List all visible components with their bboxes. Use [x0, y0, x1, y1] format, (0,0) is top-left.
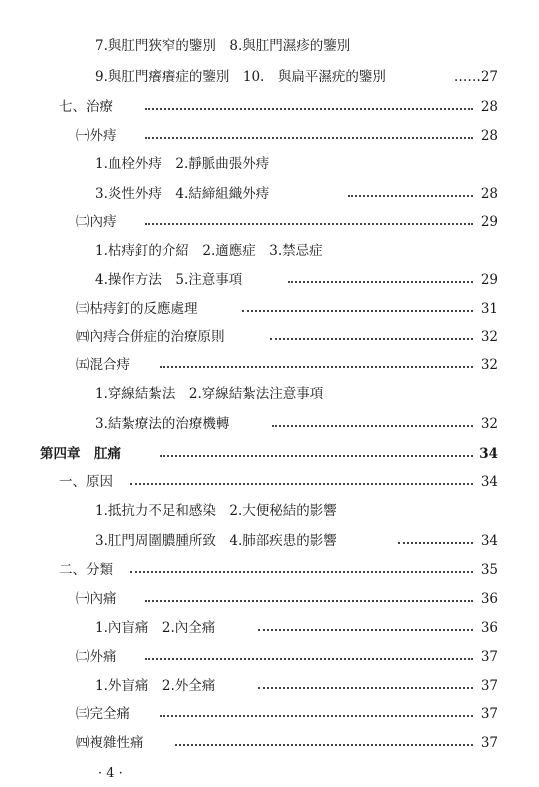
toc-entry-text: 7.與肛門狹窄的鑒別 8.與肛門濕疹的鑒別: [95, 38, 351, 54]
toc-entry-page: 28: [480, 186, 498, 202]
toc-entry-text: 第四章 肛痛: [40, 446, 121, 462]
toc-chapter: [0, 442, 539, 466]
toc-entry-page: 37: [480, 678, 498, 694]
toc-entry-page: 29: [480, 272, 498, 288]
toc-entry-text: 1.內盲痛 2.內全痛: [95, 620, 216, 636]
dotted-leader: [145, 124, 473, 139]
toc-entry-text: 9.與肛門癢癢症的鑒別 10. 與扁平濕疣的鑒別: [95, 69, 386, 85]
toc-entry: [0, 558, 539, 582]
dotted-leader: [348, 182, 473, 197]
toc-entry-page: 28: [480, 128, 498, 144]
toc-entry: [0, 529, 539, 553]
toc-entry: [0, 210, 539, 234]
toc-entry-page: 31: [480, 301, 498, 317]
dotted-leader: [145, 210, 473, 225]
toc-entry: [0, 124, 539, 148]
toc-entry: [0, 702, 539, 726]
toc-entry-page: 34: [480, 474, 498, 490]
toc-entry-text: ㈣內痔合併症的治療原則: [76, 329, 225, 345]
toc-entry-text: ㈣複雜性痛: [76, 735, 144, 751]
toc-entry-page: 34: [479, 446, 498, 462]
dotted-leader: [160, 353, 473, 368]
dotted-leader: [160, 702, 473, 717]
toc-entry-page: 32: [480, 357, 498, 373]
dotted-leader: [145, 587, 473, 602]
toc-entry: [0, 34, 539, 58]
toc-entry: [0, 382, 539, 406]
page-number: · 4 ·: [98, 766, 123, 781]
toc-entry-page: ……27: [453, 69, 498, 85]
toc-entry-text: 1.抵抗力不足和感染 2.大便秘結的影響: [95, 503, 337, 519]
dotted-leader: [288, 268, 473, 283]
toc-entry: [0, 616, 539, 640]
toc-entry: [0, 95, 539, 119]
toc-entry-text: ㈠內痛: [76, 591, 117, 607]
toc-entry: [0, 470, 539, 494]
toc-entry-page: 28: [480, 99, 498, 115]
toc-entry-text: ㈤混合痔: [76, 357, 130, 373]
toc-entry-text: 4.操作方法 5.注意事項: [95, 272, 243, 288]
toc-entry-page: 36: [480, 591, 498, 607]
toc-entry: [0, 353, 539, 377]
dotted-leader: [160, 442, 473, 457]
dotted-leader: [242, 297, 473, 312]
toc-entry-page: 37: [480, 735, 498, 751]
toc-entry-text: ㈡外痛: [76, 649, 117, 665]
toc-entry-text: 七、治療: [59, 99, 113, 115]
toc-entry-page: 32: [480, 329, 498, 345]
toc-entry-page: 37: [480, 649, 498, 665]
dotted-leader: [130, 558, 473, 573]
dotted-leader: [145, 95, 473, 110]
toc-entry-text: 3.結紮療法的治療機轉: [95, 416, 230, 432]
toc-entry-text: ㈡內痔: [76, 214, 117, 230]
dotted-leader: [258, 616, 473, 631]
toc-entry-text: 1.外盲痛 2.外全痛: [95, 678, 216, 694]
toc-entry-page: 34: [480, 533, 498, 549]
toc-entry: [0, 297, 539, 321]
toc-entry-text: 一、原因: [59, 474, 113, 490]
toc-entry-page: 35: [480, 562, 498, 578]
toc-entry: [0, 412, 539, 436]
dotted-leader: [258, 674, 473, 689]
toc-entry: [0, 152, 539, 176]
toc-entry: [0, 731, 539, 755]
toc-entry: [0, 239, 539, 263]
toc-entry: [0, 268, 539, 292]
toc-entry-text: 1.血栓外痔 2.靜脈曲張外痔: [95, 156, 270, 172]
toc-entry: [0, 182, 539, 206]
dotted-leader: [398, 529, 473, 544]
toc-entry-text: ㈢枯痔釘的反應處理: [76, 301, 198, 317]
toc-entry-text: ㈠外痔: [76, 128, 117, 144]
dotted-leader: [270, 325, 473, 340]
toc-entry-text: 1.枯痔釘的介紹 2.適應症 3.禁忌症: [95, 243, 323, 259]
toc-entry-text: ㈢完全痛: [76, 706, 130, 722]
dotted-leader: [130, 470, 473, 485]
toc-entry: [0, 645, 539, 669]
toc-entry: [0, 65, 539, 89]
dotted-leader: [175, 731, 473, 746]
dotted-leader: [272, 412, 473, 427]
toc-entry: [0, 587, 539, 611]
toc-entry: [0, 325, 539, 349]
toc-entry-page: 37: [480, 706, 498, 722]
toc-entry-text: 3.肛門周圍膿腫所致 4.肺部疾患的影響: [95, 533, 337, 549]
toc-entry: [0, 499, 539, 523]
toc-entry-text: 1.穿線結紮法 2.穿線結紮法注意事項: [95, 386, 324, 402]
toc-entry-page: 36: [480, 620, 498, 636]
toc-entry-text: 3.炎性外痔 4.結締組織外痔: [95, 186, 270, 202]
toc-entry-text: 二、分類: [59, 562, 113, 578]
toc-entry-page: 32: [480, 416, 498, 432]
dotted-leader: [145, 645, 473, 660]
toc-entry-page: 29: [480, 214, 498, 230]
toc-entry: [0, 674, 539, 698]
